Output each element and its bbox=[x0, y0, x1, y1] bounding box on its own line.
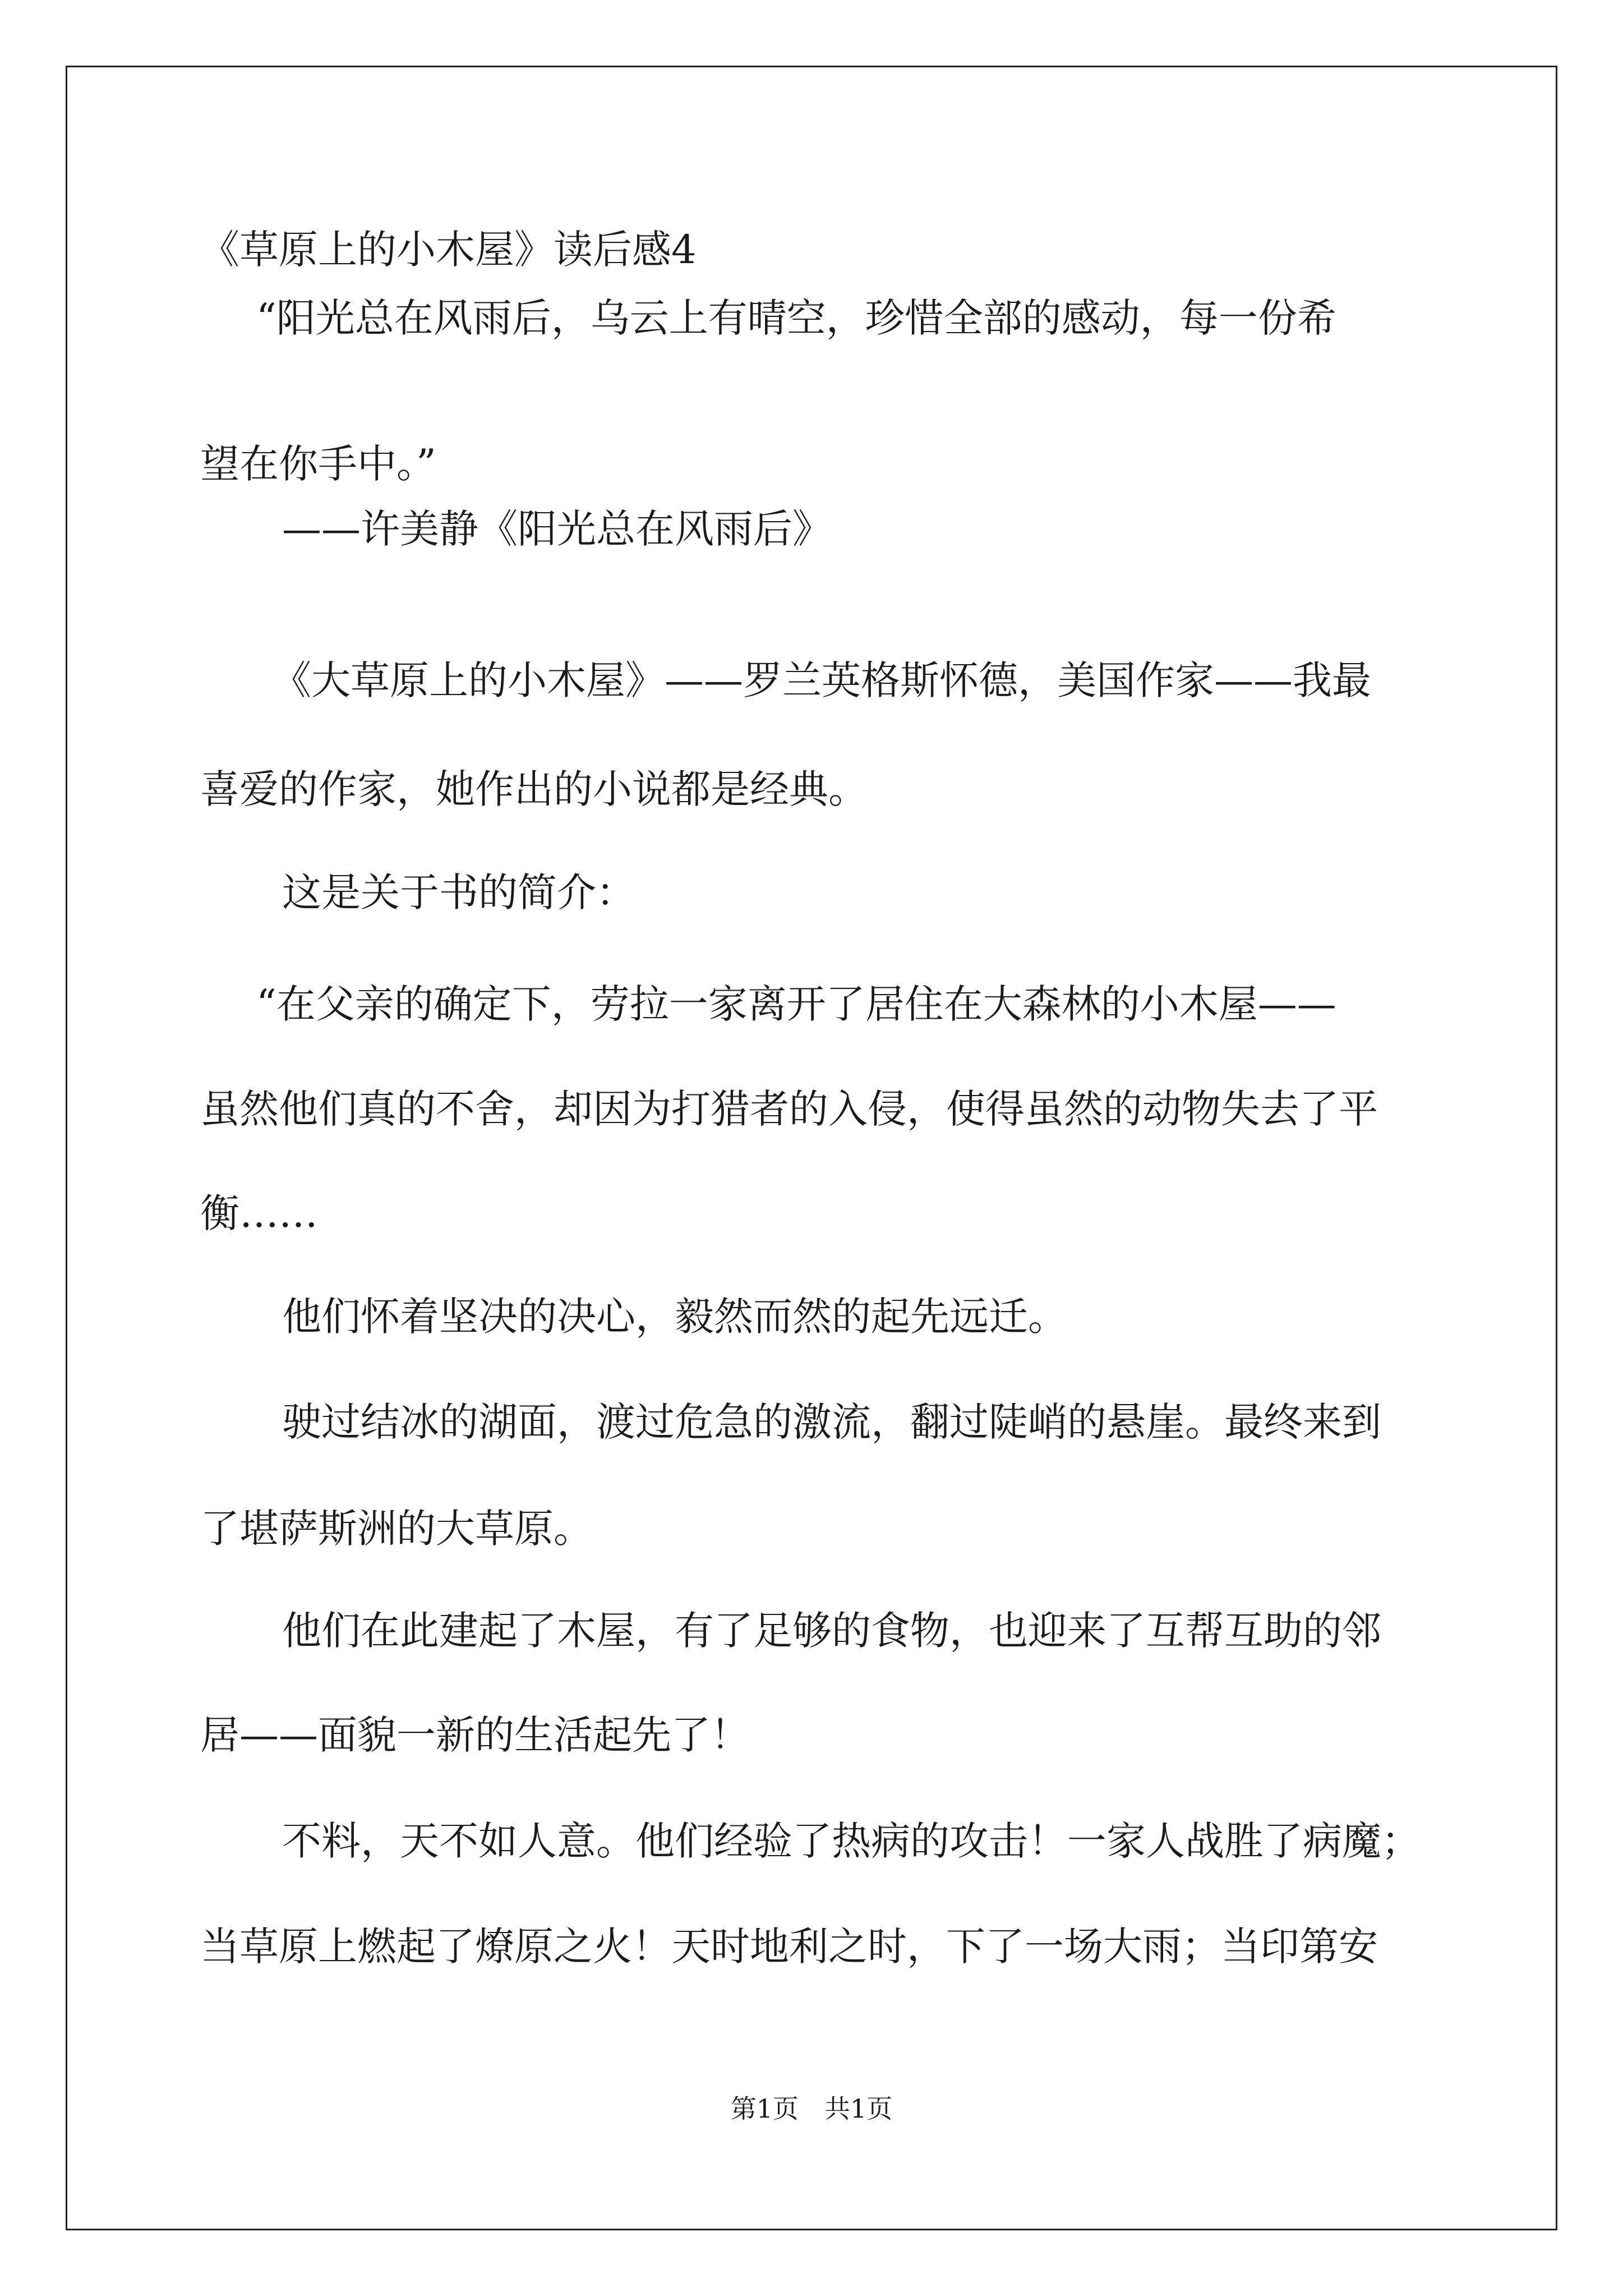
paragraph-line: 《大草原上的小木屋》——罗兰英格斯怀德，美国作家——我最 bbox=[272, 657, 1371, 703]
paragraph-line: “阳光总在风雨后，乌云上有晴空，珍惜全部的感动，每一份希 bbox=[256, 295, 1336, 341]
paragraph-line: 居——面貌一新的生活起先了！ bbox=[200, 1712, 750, 1758]
paragraph-line: “在父亲的确定下，劳拉一家离开了居住在大森林的小木屋—— bbox=[256, 981, 1336, 1027]
paragraph-line: 他们在此建起了木屋，有了足够的食物，也迎来了互帮互助的邻 bbox=[282, 1608, 1381, 1654]
paragraph-line: 不料，天不如人意。他们经验了热病的攻击！一家人战胜了病魔； bbox=[282, 1818, 1421, 1864]
paragraph-line: 虽然他们真的不舍，却因为打猎者的入侵，使得虽然的动物失去了平 bbox=[200, 1086, 1378, 1132]
paragraph-line: 喜爱的作家，她作出的小说都是经典。 bbox=[200, 766, 868, 812]
paragraph-line: 驶过结冰的湖面，渡过危急的激流，翻过陡峭的悬崖。最终来到 bbox=[282, 1399, 1381, 1445]
paragraph-line: 衡…… bbox=[200, 1190, 318, 1236]
document-title: 《草原上的小木屋》读后感4 bbox=[200, 227, 697, 273]
paragraph-line: 当草原上燃起了燎原之火！天时地利之时，下了一场大雨；当印第安 bbox=[200, 1924, 1378, 1970]
paragraph-line: 他们怀着坚决的决心，毅然而然的起先远迁。 bbox=[282, 1294, 1067, 1340]
quote-attribution: ——许美静《阳光总在风雨后》 bbox=[282, 506, 832, 552]
paragraph-line: 望在你手中。” bbox=[200, 441, 436, 487]
page-footer: 第1页 共1页 bbox=[730, 2093, 893, 2124]
paragraph-line: 了堪萨斯洲的大草原。 bbox=[200, 1506, 593, 1552]
page-border bbox=[66, 66, 1557, 2230]
paragraph-line: 这是关于书的简介： bbox=[282, 869, 635, 915]
